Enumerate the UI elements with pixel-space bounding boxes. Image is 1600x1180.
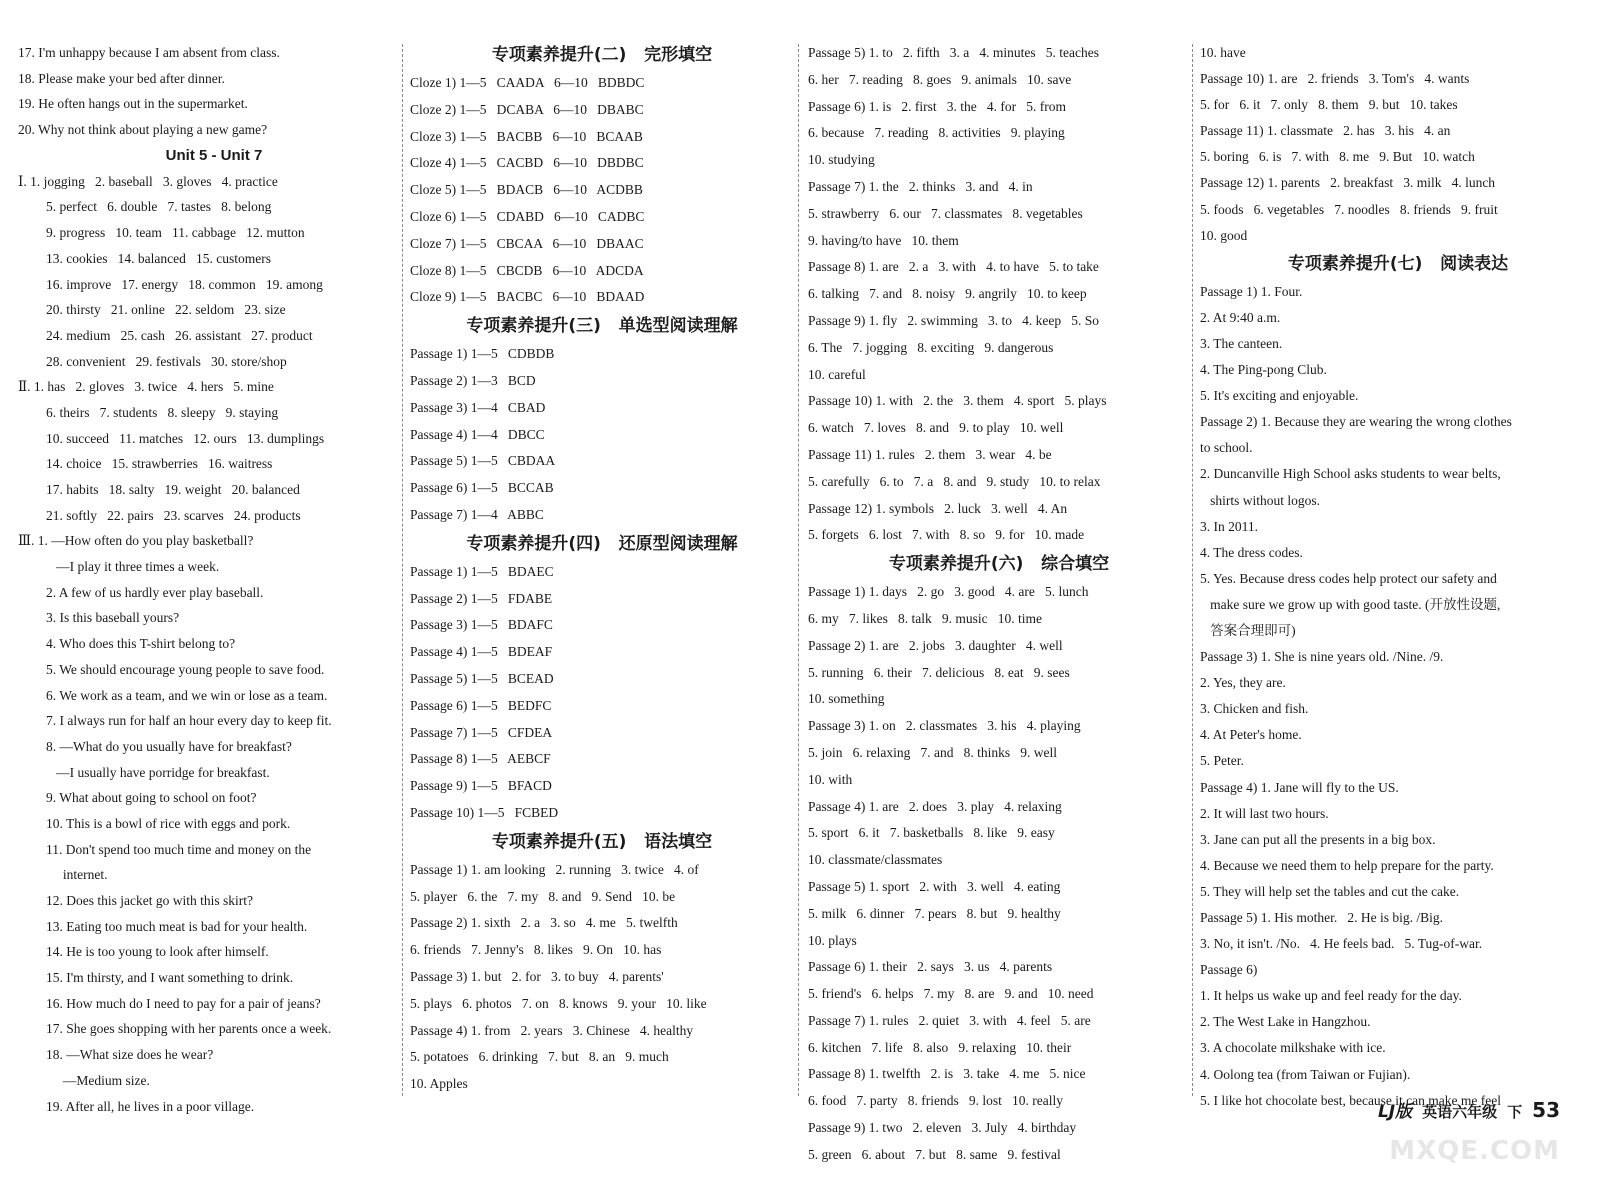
answer-line: 5. sport 6. it 7. basketballs 8. like 9. easy — [808, 825, 1055, 841]
answer-line: Passage 8) 1—5 AEBCF — [410, 751, 551, 767]
answer-line: 17. She goes shopping with her parents once a week. — [46, 1021, 332, 1037]
answer-line: 3. The canteen. — [1200, 335, 1283, 351]
answer-line: 5. milk 6. dinner 7. pears 8. but 9. healthy — [808, 905, 1061, 921]
answer-line: 5. player 6. the 7. my 8. and 9. Send 10. be — [410, 888, 676, 904]
answer-line: 9. progress 10. team 11. cabbage 12. mutton — [46, 225, 305, 241]
answer-line: 10. studying — [808, 152, 875, 168]
answer-line: 24. medium 25. cash 26. assistant 27. product — [46, 327, 313, 343]
answer-line: Cloze 9) 1—5 BACBC 6—10 BDAAD — [410, 289, 645, 305]
answer-line: —Medium size. — [46, 1072, 150, 1088]
answer-line: Passage 4) 1—5 BDEAF — [410, 644, 553, 660]
answer-line: 5. plays 6. photos 7. on 8. knows 9. your 10. like — [410, 995, 707, 1011]
answer-line: Passage 4) 1. from 2. years 3. Chinese 4. healthy — [410, 1022, 694, 1038]
answer-line: Cloze 1) 1—5 CAADA 6—10 BDBDC — [410, 75, 645, 90]
answer-line: 2. Duncanville High School asks students to wear belts, — [1200, 466, 1501, 482]
answer-line: Cloze 7) 1—5 CBCAA 6—10 DBAAC — [410, 235, 644, 251]
answer-line: 5. running 6. their 7. delicious 8. eat 9. sees — [808, 664, 1070, 680]
answer-line: 10. good — [1200, 227, 1248, 243]
answer-line: 2. The West Lake in Hangzhou. — [1200, 1014, 1371, 1030]
answer-line: 10. have — [1200, 45, 1246, 60]
answer-line: Passage 1) 1. am looking 2. running 3. twice 4. of — [410, 861, 699, 877]
answer-line: Passage 4) 1. are 2. does 3. play 4. relaxing — [808, 798, 1062, 814]
answer-line: Passage 12) 1. symbols 2. luck 3. well 4. An — [808, 500, 1068, 516]
answer-line: Passage 2) 1—3 BCD — [410, 372, 536, 388]
answer-line: Passage 11) 1. rules 2. them 3. wear 4. be — [808, 446, 1052, 462]
answer-line: 7. I always run for half an hour every day to keep fit. — [46, 713, 332, 729]
column-divider — [1192, 44, 1193, 1096]
answer-line: 4. The Ping-pong Club. — [1200, 362, 1327, 378]
answer-line: Passage 6) 1. their 2. says 3. us 4. parents — [808, 959, 1053, 975]
answer-line: Passage 3) 1—4 CBAD — [410, 399, 546, 415]
answer-line: 17. habits 18. salty 19. weight 20. balanced — [46, 482, 300, 497]
answer-line: Passage 2) 1. sixth 2. a 3. so 4. me 5. twelfth — [410, 915, 678, 931]
answer-line: 11. Don't spend too much time and money on the — [46, 841, 312, 857]
answer-line: 10. classmate/classmates — [808, 852, 943, 868]
answer-line: 19. After all, he lives in a poor village. — [46, 1098, 255, 1114]
answer-line: Passage 3) 1. but 2. for 3. to buy 4. parents' — [410, 968, 664, 984]
answer-line: 21. softly 22. pairs 23. scarves 24. products — [46, 507, 301, 523]
section-heading: 专项素养提升(六) 综合填空 — [888, 554, 1110, 575]
answer-line: Passage 6) 1—5 BEDFC — [410, 697, 552, 713]
answer-line: 13. Eating too much meat is bad for your health. — [46, 918, 308, 934]
answer-line: 5. It's exciting and enjoyable. — [1200, 388, 1359, 404]
answer-line: Passage 7) 1—5 CFDEA — [410, 724, 553, 740]
answer-line: Passage 6) 1—5 BCCAB — [410, 480, 554, 496]
page-footer — [1378, 1097, 1560, 1122]
answer-line: Passage 10) 1. with 2. the 3. them 4. sport 5. plays — [808, 393, 1107, 409]
answer-line: Passage 5) 1. His mother. 2. He is big. /Big. — [1200, 910, 1443, 925]
answer-line: Passage 1) 1. days 2. go 3. good 4. are 5. lunch — [808, 584, 1089, 600]
answer-line: Passage 2) 1. Because they are wearing the wrong clothes — [1200, 414, 1512, 430]
answer-line: Passage 9) 1. two 2. eleven 3. July 4. birthday — [808, 1120, 1077, 1136]
answer-line: 6. talking 7. and 8. noisy 9. angrily 10. to keep — [808, 286, 1087, 302]
answer-line: 6. food 7. party 8. friends 9. lost 10. really — [808, 1093, 1063, 1109]
answer-line: 5. for 6. it 7. only 8. them 9. but 10. takes — [1200, 97, 1458, 113]
answer-line: Passage 8) 1. twelfth 2. is 3. take 4. me 5. nice — [808, 1066, 1086, 1082]
answer-line: 3. Chicken and fish. — [1200, 701, 1309, 717]
answer-line: 10. with — [808, 771, 853, 787]
answer-line: 6. The 7. jogging 8. exciting 9. dangerous — [808, 339, 1054, 355]
answer-line: 5. perfect 6. double 7. tastes 8. belong — [46, 199, 272, 215]
answer-line: —I usually have porridge for breakfast. — [46, 764, 270, 780]
answer-line: Passage 5) 1—5 BCEAD — [410, 670, 554, 686]
column-divider — [402, 44, 403, 1096]
answer-line: 14. He is too young to look after himself. — [46, 944, 269, 960]
answer-line: 5. I like hot chocolate best, because it can make me feel — [1200, 1092, 1501, 1108]
answer-line: 4. Because we need them to help prepare for the party. — [1200, 857, 1494, 873]
answer-line: 2. At 9:40 a.m. — [1200, 309, 1281, 325]
answer-line: 2. A few of us hardly ever play baseball. — [46, 584, 264, 600]
watermark-text: MXQE.COM — [1389, 1136, 1560, 1166]
answer-line: Ⅲ. 1. —How often do you play basketball? — [18, 533, 254, 549]
answer-line: 10. careful — [808, 366, 866, 382]
answer-line: 9. having/to have 10. them — [808, 232, 959, 248]
answer-line: 5. potatoes 6. drinking 7. but 8. an 9. much — [410, 1049, 669, 1065]
answer-line: 5. forgets 6. lost 7. with 8. so 9. for 10. made — [808, 527, 1085, 543]
answer-line: 20. thirsty 21. online 22. seldom 23. size — [46, 302, 286, 318]
answer-line: 2. It will last two hours. — [1200, 805, 1329, 821]
section-heading: 专项素养提升(五) 语法填空 — [491, 831, 713, 852]
answer-line: 18. Please make your bed after dinner. — [18, 70, 225, 86]
answer-line: Passage 4) 1. Jane will fly to the US. — [1200, 779, 1399, 795]
answer-line: 3. In 2011. — [1200, 518, 1258, 534]
answer-line: 10. This is a bowl of rice with eggs and pork. — [46, 815, 291, 831]
unit-heading: Unit 5 - Unit 7 — [165, 146, 263, 164]
answer-line: 5. Peter. — [1200, 753, 1244, 769]
answer-line: 6. friends 7. Jenny's 8. likes 9. On 10. has — [410, 942, 662, 958]
answer-line: 答案合理即可) — [1200, 622, 1296, 638]
answer-line: Passage 5) 1. sport 2. with 3. well 4. eating — [808, 878, 1061, 894]
answer-line: 19. He often hangs out in the supermarket. — [18, 96, 248, 112]
answer-line: 2. Yes, they are. — [1200, 675, 1286, 691]
answer-line: 12. Does this jacket go with this skirt? — [46, 893, 253, 908]
answer-line: 15. I'm thirsty, and I want something to drink. — [46, 970, 294, 986]
answer-line: 6. watch 7. loves 8. and 9. to play 10. well — [808, 420, 1064, 436]
answer-line: 4. Who does this T-shirt belong to? — [46, 636, 236, 652]
answer-line: 3. Jane can put all the presents in a big box. — [1200, 831, 1436, 847]
answer-line: Passage 7) 1. rules 2. quiet 3. with 4. feel 5. are — [808, 1012, 1091, 1028]
answer-line: 18. —What size does he wear? — [46, 1047, 214, 1063]
answer-line: 6. her 7. reading 8. goes 9. animals 10. save — [808, 71, 1072, 87]
answer-line: to school. — [1200, 440, 1253, 456]
answer-line: 3. No, it isn't. /No. 4. He feels bad. 5. Tug-of-war. — [1200, 936, 1483, 952]
answer-line: Cloze 6) 1—5 CDABD 6—10 CADBC — [410, 208, 645, 224]
column-4 — [1200, 40, 1596, 1114]
page-number: 53 — [1532, 1098, 1560, 1122]
answer-line: Passage 1) 1. Four. — [1200, 283, 1303, 299]
answer-line: Passage 5) 1. to 2. fifth 3. a 4. minutes 5. teaches — [808, 45, 1099, 60]
term-label: 下 — [1507, 1103, 1523, 1121]
answer-line: Passage 2) 1. are 2. jobs 3. daughter 4. well — [808, 637, 1063, 653]
column-2 — [410, 40, 794, 1098]
answer-line: 4. At Peter's home. — [1200, 727, 1302, 743]
answer-line: 5. green 6. about 7. but 8. same 9. festival — [808, 1146, 1061, 1162]
answer-line: 6. We work as a team, and we win or lose as a team. — [46, 687, 328, 703]
answer-line: Passage 4) 1—4 DBCC — [410, 426, 545, 442]
answer-line: 9. What about going to school on foot? — [46, 790, 257, 806]
answer-line: 5. We should encourage young people to save food. — [46, 661, 325, 677]
answer-line: Passage 7) 1. the 2. thinks 3. and 4. in — [808, 178, 1033, 194]
answer-line: Passage 3) 1—5 BDAFC — [410, 617, 553, 633]
subject-label: 英语六年级 — [1422, 1103, 1498, 1121]
answer-line: 6. because 7. reading 8. activities 9. playing — [808, 125, 1065, 141]
answer-line: shirts without logos. — [1200, 492, 1321, 508]
answer-line: Passage 2) 1—5 FDABE — [410, 590, 553, 606]
answer-line: Cloze 5) 1—5 BDACB 6—10 ACDBB — [410, 182, 643, 198]
answer-line: 3. Is this baseball yours? — [46, 610, 180, 626]
answer-line: Cloze 8) 1—5 CBCDB 6—10 ADCDA — [410, 262, 644, 278]
answer-line: Passage 9) 1—5 BFACD — [410, 778, 552, 794]
answer-line: Passage 3) 1. on 2. classmates 3. his 4. playing — [808, 718, 1081, 734]
answer-line: 5. foods 6. vegetables 7. noodles 8. friends 9. fruit — [1200, 201, 1498, 217]
answer-line: 6. kitchen 7. life 8. also 9. relaxing 10. their — [808, 1039, 1072, 1055]
answer-line: Cloze 2) 1—5 DCABA 6—10 DBABC — [410, 101, 644, 117]
answer-line: 28. convenient 29. festivals 30. store/shop — [46, 353, 287, 369]
column-divider — [798, 44, 799, 1096]
answer-line: 14. choice 15. strawberries 16. waitress — [46, 456, 273, 472]
column-3 — [808, 40, 1190, 1169]
answer-line: Passage 8) 1. are 2. a 3. with 4. to have 5. to take — [808, 259, 1099, 275]
answer-line: Passage 1) 1—5 BDAEC — [410, 563, 554, 579]
answer-line: 6. my 7. likes 8. talk 9. music 10. time — [808, 610, 1042, 626]
answer-line: 8. —What do you usually have for breakfast? — [46, 738, 292, 754]
edition-label: LJ版 — [1377, 1102, 1413, 1122]
answer-line: 4. The dress codes. — [1200, 544, 1303, 560]
answer-line: 10. plays — [808, 932, 857, 948]
column-1 — [18, 40, 410, 1119]
answer-line: Cloze 3) 1—5 BACBB 6—10 BCAAB — [410, 128, 643, 144]
answer-line: Passage 6) — [1200, 962, 1258, 978]
answer-line: 10. something — [808, 691, 885, 707]
watermark-logo — [1370, 1122, 1560, 1166]
answer-line: Passage 11) 1. classmate 2. has 3. his 4. an — [1200, 123, 1451, 139]
answer-line: make sure we grow up with good taste. (开放性设题, — [1200, 596, 1501, 612]
answer-line: 1. It helps us wake up and feel ready for the day. — [1200, 988, 1462, 1004]
section-heading: 专项素养提升(七) 阅读表达 — [1287, 253, 1509, 274]
answer-line: Passage 5) 1—5 CBDAA — [410, 453, 556, 469]
answer-line: 5. They will help set the tables and cut the cake. — [1200, 883, 1460, 899]
answer-line: Ⅰ. 1. jogging 2. baseball 3. gloves 4. practice — [18, 173, 278, 189]
answer-line: Passage 3) 1. She is nine years old. /Nine. /9. — [1200, 649, 1444, 665]
answer-line: internet. — [46, 867, 108, 883]
answer-line: 10. succeed 11. matches 12. ours 13. dumplings — [46, 430, 325, 446]
answer-line: Passage 6) 1. is 2. first 3. the 4. for 5. from — [808, 98, 1066, 114]
answer-line: 5. carefully 6. to 7. a 8. and 9. study 10. to relax — [808, 473, 1101, 489]
answer-line: 13. cookies 14. balanced 15. customers — [46, 250, 271, 266]
answer-line: 5. Yes. Because dress codes help protect our safety and — [1200, 570, 1497, 586]
answer-line: Passage 1) 1—5 CDBDB — [410, 346, 555, 362]
answer-line: Cloze 4) 1—5 CACBD 6—10 DBDBC — [410, 155, 644, 171]
answer-line: 5. boring 6. is 7. with 8. me 9. But 10. watch — [1200, 149, 1475, 165]
answer-line: 5. friend's 6. helps 7. my 8. are 9. and 10. need — [808, 986, 1094, 1002]
answer-line: 4. Oolong tea (from Taiwan or Fujian). — [1200, 1066, 1411, 1082]
answer-line: Passage 10) 1—5 FCBED — [410, 804, 559, 820]
answer-line: 16. improve 17. energy 18. common 19. among — [46, 276, 323, 292]
answer-line: 16. How much do I need to pay for a pair of jeans? — [46, 995, 321, 1011]
answer-line: 3. A chocolate milkshake with ice. — [1200, 1040, 1386, 1056]
answer-line: Ⅱ. 1. has 2. gloves 3. twice 4. hers 5. mine — [18, 379, 274, 395]
answer-line: 6. theirs 7. students 8. sleepy 9. staying — [46, 404, 279, 420]
answer-line: 20. Why not think about playing a new game? — [18, 122, 268, 138]
answer-line: 5. strawberry 6. our 7. classmates 8. vegetables — [808, 205, 1083, 221]
answer-line: Passage 12) 1. parents 2. breakfast 3. milk 4. lunch — [1200, 175, 1496, 191]
section-heading: 专项素养提升(四) 还原型阅读理解 — [466, 533, 738, 554]
section-heading: 专项素养提升(三) 单选型阅读理解 — [466, 316, 738, 337]
answer-line: 10. Apples — [410, 1076, 468, 1092]
answer-line: Passage 9) 1. fly 2. swimming 3. to 4. keep 5. So — [808, 312, 1099, 328]
answer-line: 5. join 6. relaxing 7. and 8. thinks 9. well — [808, 744, 1057, 760]
answer-line: 17. I'm unhappy because I am absent from class. — [18, 45, 280, 60]
answer-line: Passage 7) 1—4 ABBC — [410, 506, 544, 522]
answer-line: —I play it three times a week. — [46, 559, 220, 575]
section-heading: 专项素养提升(二) 完形填空 — [491, 45, 713, 65]
answer-line: Passage 10) 1. are 2. friends 3. Tom's 4. wants — [1200, 71, 1470, 87]
